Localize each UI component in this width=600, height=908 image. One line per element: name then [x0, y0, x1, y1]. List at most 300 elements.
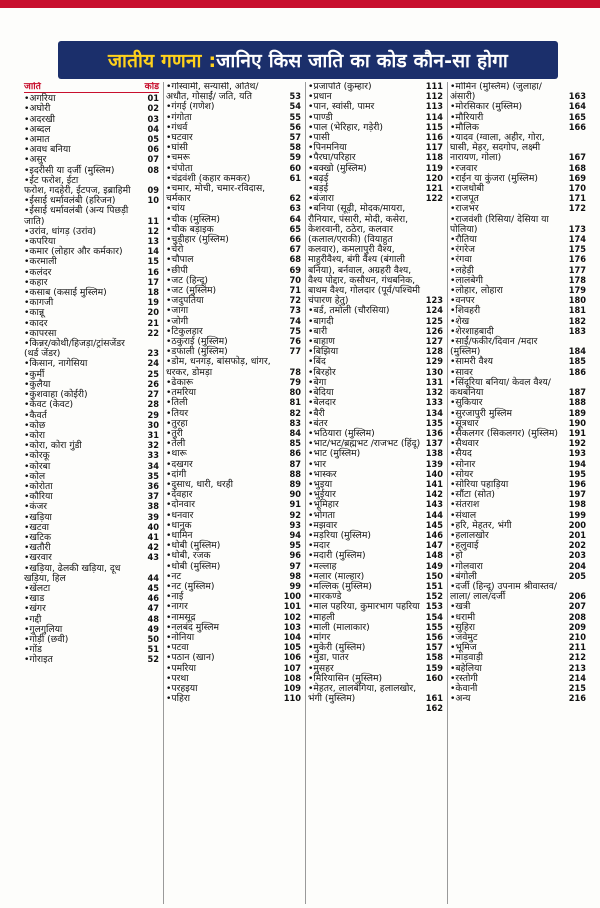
table-row [450, 694, 586, 704]
caste-name: •जट (हिन्दू) [166, 274, 208, 286]
caste-code: 139 [425, 458, 443, 470]
caste-name: •लालबेगी [450, 274, 484, 286]
caste-name: •घांसी [166, 142, 188, 154]
caste-code: 147 [425, 540, 443, 552]
caste-code: 63 [289, 203, 301, 215]
caste-name: •खटिक [24, 531, 52, 543]
caste-name: •सोयर [450, 468, 474, 480]
caste-name: •कसाब (कसाई मुस्लिम) [24, 287, 107, 299]
caste-name: •हलालखोर [450, 529, 489, 541]
caste-name: •चेरो [166, 244, 184, 256]
caste-name: •धोबी (मुस्लिम) [166, 560, 221, 572]
caste-code: 105 [283, 642, 301, 654]
caste-name: •लोहार, लोहारा [450, 285, 503, 297]
caste-code: 160 [425, 672, 443, 684]
caste-code: 14 [147, 246, 159, 258]
table-row [450, 684, 586, 694]
table-row [166, 582, 301, 592]
caste-name: •मारकण्डे [308, 591, 342, 603]
caste-code: 165 [568, 111, 586, 123]
caste-code: 71 [289, 285, 301, 297]
caste-name: •सावर [450, 366, 473, 378]
caste-name: •टिकुलहार [166, 325, 203, 337]
caste-code: 137 [425, 438, 443, 450]
caste-code: 97 [289, 560, 301, 572]
caste-name: •बैरी [308, 407, 325, 419]
caste-name: •दोनवार [166, 499, 196, 511]
caste-code: 170 [568, 183, 586, 195]
caste-code: 56 [289, 121, 301, 133]
caste-code: 26 [147, 378, 159, 390]
table-row [166, 429, 301, 439]
caste-name: •प्रजापति (कुम्हार) [308, 82, 372, 92]
caste-name: •अवध बनिया [24, 144, 71, 156]
caste-code: 60 [289, 162, 301, 174]
caste-name: •कैवर्त [24, 409, 47, 421]
caste-name: •चंपोता [166, 162, 193, 174]
caste-name: •कापरसा [24, 327, 57, 339]
caste-name: •भोगता [308, 509, 336, 521]
caste-name: •गोड़ी (छवी) [24, 633, 69, 645]
caste-name: •हलुवाई [450, 540, 479, 552]
caste-code: 162 [425, 703, 443, 715]
caste-name: •चमरू [166, 152, 190, 164]
column-header [24, 82, 159, 93]
caste-name: •मलार (माल्हार) [308, 570, 365, 582]
header-caste: जाति [24, 82, 41, 92]
caste-name: •तुरहा [166, 417, 188, 429]
caste-code: 194 [568, 458, 586, 470]
table-row [450, 500, 586, 510]
caste-code: 144 [425, 509, 443, 521]
caste-code: 207 [568, 601, 586, 613]
caste-code: 25 [147, 368, 159, 380]
caste-code: 103 [283, 621, 301, 633]
caste-code: 76 [289, 336, 301, 348]
caste-name: •राजधोबी [450, 183, 485, 195]
caste-code: 188 [568, 397, 586, 409]
table-row [166, 500, 301, 510]
caste-code: 168 [568, 162, 586, 174]
column-2 [164, 82, 306, 904]
table-row [166, 449, 301, 459]
table-row [450, 582, 586, 602]
caste-code: 99 [289, 580, 301, 592]
caste-code: 22 [147, 327, 159, 339]
caste-code: 50 [147, 633, 159, 645]
caste-name: •भठियारा (मुस्लिम) [308, 427, 375, 439]
caste-name: •भार [308, 458, 327, 470]
caste-name: •गोराइत [24, 654, 53, 666]
caste-name: •डोम, धनगड़, बांसफोड़, धांगर, धरकर, डोमड़ा [166, 356, 271, 378]
caste-code: 08 [147, 164, 159, 176]
caste-code: 35 [147, 470, 159, 482]
caste-code: 138 [425, 448, 443, 460]
caste-name: •मुकेरी (मुस्लिम) [308, 642, 366, 654]
caste-code: 100 [283, 591, 301, 603]
caste-code: 136 [425, 427, 443, 439]
caste-name: •पटवा [166, 642, 189, 654]
table-row [166, 562, 301, 572]
caste-name: •नामसूद्र [166, 611, 196, 623]
caste-code: 175 [568, 244, 586, 256]
caste-code: 163 [568, 91, 586, 103]
caste-code: 134 [425, 407, 443, 419]
caste-name: •बंजारा [308, 193, 334, 205]
caste-name: •मुंडा, पातर [308, 652, 349, 664]
caste-name: •सामरी वैश्य [450, 356, 493, 368]
table-row [308, 684, 443, 704]
caste-name: •कहार [24, 276, 48, 288]
caste-code: 125 [425, 315, 443, 327]
table-row [308, 164, 443, 174]
caste-name: •अब्दल [24, 123, 51, 135]
caste-name: •पासी [308, 132, 330, 144]
caste-name: •पान, स्वांसी, पामर [308, 101, 375, 113]
table-row [166, 357, 301, 377]
caste-name: •छीपी [166, 264, 188, 276]
caste-name: •लहेड़ी [450, 264, 474, 276]
caste-code: 106 [283, 652, 301, 664]
caste-name: •बर्ड, तमोली (चौरसिया) [308, 305, 390, 317]
caste-name: •सुहिरा [450, 621, 476, 633]
caste-code: 183 [568, 325, 586, 337]
caste-name: •खतौरी [24, 542, 51, 554]
caste-code: 45 [147, 582, 159, 594]
caste-name: •कागजी [24, 297, 54, 309]
caste-name: •बंगोली [450, 570, 477, 582]
caste-name: •चौपाल [166, 254, 194, 266]
caste-code: 161 [425, 693, 443, 705]
caste-name: •खटवा [24, 521, 50, 533]
caste-name: •गंधर्व [166, 121, 188, 133]
caste-code: 33 [147, 450, 159, 462]
caste-name: •बढ़ई [308, 172, 329, 184]
table-row [450, 541, 586, 551]
caste-name: •मल्लिक (मुस्लिम) [308, 580, 372, 592]
table-row [24, 400, 159, 410]
caste-code: 185 [568, 356, 586, 368]
caste-code: 32 [147, 440, 159, 452]
table-row [308, 704, 443, 714]
caste-code: 148 [425, 550, 443, 562]
caste-code: 80 [289, 387, 301, 399]
table-row [450, 133, 586, 164]
caste-name: •सैकलगर (सिकलगर) (मुस्लिम) [450, 427, 558, 439]
caste-code: 153 [425, 601, 443, 613]
caste-code: 06 [147, 144, 159, 156]
caste-name: •भूमिज [450, 642, 477, 654]
caste-name: •खंगर [24, 603, 46, 615]
caste-name: •परहइया [166, 682, 198, 694]
table-row [166, 398, 301, 408]
caste-name: •कुलैया [24, 378, 51, 390]
table-row [308, 449, 443, 459]
caste-name: •बेगा [308, 376, 327, 388]
caste-name: •राजपूत [450, 193, 479, 205]
caste-code: 72 [289, 295, 301, 307]
caste-code: 46 [147, 593, 159, 605]
caste-code: 157 [425, 642, 443, 654]
title-banner [58, 41, 558, 79]
caste-code: 214 [568, 672, 586, 684]
caste-name: •नलबंद मुस्लिम [166, 621, 219, 633]
caste-code: 69 [289, 264, 301, 276]
caste-code: 108 [283, 672, 301, 684]
caste-code: 142 [425, 489, 443, 501]
caste-name: •नट [166, 570, 182, 582]
caste-name: •गोलवारा [450, 560, 483, 572]
caste-code: 203 [568, 550, 586, 562]
caste-name: •कंजर [24, 501, 48, 513]
caste-code: 177 [568, 264, 586, 276]
caste-name: •माड़वाड़ी [450, 652, 483, 664]
caste-code: 82 [289, 407, 301, 419]
caste-name: •गद्दी [24, 613, 42, 625]
caste-code: 30 [147, 419, 159, 431]
caste-code: 176 [568, 254, 586, 266]
table-row [166, 82, 301, 102]
caste-code: 13 [147, 236, 159, 248]
caste-code: 28 [147, 399, 159, 411]
caste-code: 107 [283, 662, 301, 674]
caste-name: •पाण्डी [308, 111, 333, 123]
caste-name: •भाट (मुस्लिम) [308, 448, 361, 460]
caste-name: •मांगर [308, 631, 331, 643]
caste-name: •नट (मुस्लिम) [166, 580, 215, 592]
caste-code: 07 [147, 154, 159, 166]
caste-name: •खरवार [24, 552, 52, 564]
caste-name: •परथा [166, 672, 189, 684]
caste-code: 184 [568, 346, 586, 358]
caste-code: 75 [289, 325, 301, 337]
caste-code: 199 [568, 509, 586, 521]
caste-code: 202 [568, 540, 586, 552]
caste-name: •सैयद [450, 448, 472, 460]
caste-code: 38 [147, 501, 159, 513]
caste-code: 58 [289, 142, 301, 154]
caste-name: •किन्नर/कोथी/हिजड़ा/ट्रांसजेंडर (थर्ड जेंडर) [24, 338, 125, 360]
caste-code: 57 [289, 132, 301, 144]
caste-code: 167 [568, 152, 586, 164]
caste-code: 145 [425, 519, 443, 531]
caste-code: 42 [147, 542, 159, 554]
caste-name: •कान्नू [24, 307, 45, 319]
caste-name: •अमात [24, 134, 50, 146]
caste-code: 94 [289, 529, 301, 541]
caste-code: 172 [568, 203, 586, 215]
header-code: कोड [144, 82, 159, 92]
caste-code: 51 [147, 644, 159, 656]
caste-code: 171 [568, 193, 586, 205]
caste-code: 211 [568, 642, 586, 654]
caste-name: •कुर्मी [24, 368, 45, 380]
table-row [24, 502, 159, 512]
caste-name: •शेरशाहबादी [450, 325, 494, 337]
caste-name: •ईसाई धर्मावलंबी (अन्य पिछड़ी जाति) [24, 205, 129, 227]
caste-name: •सौंटा (सोत) [450, 489, 495, 501]
caste-code: 112 [425, 91, 443, 103]
caste-code: 151 [425, 580, 443, 592]
caste-code: 130 [425, 366, 443, 378]
caste-code: 166 [568, 121, 586, 133]
caste-code: 05 [147, 134, 159, 146]
caste-name: •कोछ [24, 419, 46, 431]
caste-code: 04 [147, 123, 159, 135]
caste-code: 39 [147, 511, 159, 523]
caste-code: 121 [425, 183, 443, 195]
caste-code: 44 [147, 572, 159, 584]
caste-code: 86 [289, 448, 301, 460]
caste-name: •भाट/भट/ब्रह्मभट /राजभट (हिंदू) [308, 438, 421, 450]
caste-name: •चीक बड़ाइक [166, 223, 214, 235]
caste-name: •संथाल [450, 509, 477, 521]
caste-name: •धोबी (मुस्लिम) [166, 540, 221, 552]
column-3 [306, 82, 448, 904]
caste-name: •चांय [166, 203, 185, 215]
caste-name: •बक्खो (मुस्लिम) [308, 162, 367, 174]
caste-code: 191 [568, 427, 586, 439]
caste-code: 36 [147, 480, 159, 492]
caste-code: 11 [147, 215, 159, 227]
caste-name: •खड़िया [24, 511, 52, 523]
caste-name: •अघोरी [24, 103, 51, 115]
caste-name: •भुइया [308, 478, 333, 490]
caste-code: 18 [147, 287, 159, 299]
caste-name: •बिरहोर [308, 366, 336, 378]
caste-code: 53 [289, 91, 301, 103]
caste-name: •धरामी [450, 611, 476, 623]
caste-code: 01 [147, 93, 159, 105]
caste-code: 104 [283, 631, 301, 643]
caste-code: 43 [147, 552, 159, 564]
caste-name: •पमरिया [166, 662, 196, 674]
caste-code: 131 [425, 376, 443, 388]
page [0, 8, 600, 908]
caste-code: 110 [283, 693, 301, 705]
caste-code: 77 [289, 346, 301, 358]
table-row [24, 564, 159, 584]
caste-code: 154 [425, 611, 443, 623]
table-row [450, 82, 586, 102]
caste-name: •उरांव, धांगड़ (उरांव) [24, 225, 97, 237]
table-row [308, 409, 443, 419]
caste-name: •कौरिया [24, 491, 53, 503]
caste-name: •भूमिहार [308, 499, 339, 511]
caste-code: 182 [568, 315, 586, 327]
caste-code: 164 [568, 101, 586, 113]
caste-code: 83 [289, 417, 301, 429]
caste-name: •जागा [166, 305, 189, 317]
table-row [166, 694, 301, 704]
caste-name: •रौतिया [450, 234, 477, 246]
caste-name: •ईट फरोश, ईटा [24, 174, 79, 186]
table-row [166, 235, 301, 245]
caste-name: •माहली [308, 611, 335, 623]
caste-name: •अगरिया [24, 93, 56, 105]
caste-name: •सोरिया पहाड़िया [450, 478, 509, 490]
caste-code: 27 [147, 389, 159, 401]
caste-name: •कोरबा [24, 460, 51, 472]
caste-code: 91 [289, 499, 301, 511]
caste-name: •थारू [166, 448, 187, 460]
caste-name: •खेलटा [24, 582, 51, 594]
caste-name: •कादर [24, 317, 48, 329]
caste-name: •डफाली (मुस्लिम) [166, 346, 228, 358]
caste-name: •अन्य [450, 693, 471, 705]
caste-name: •अदरखी [24, 113, 55, 125]
caste-code: 158 [425, 652, 443, 664]
caste-code: 29 [147, 409, 159, 421]
caste-name: •शेख [450, 315, 470, 327]
table-row [166, 184, 301, 204]
caste-name: •ढेकारू [166, 376, 194, 388]
table-row [450, 398, 586, 408]
caste-name: •शिवहरी [450, 305, 481, 317]
caste-code: 189 [568, 407, 586, 419]
caste-name: •जदुपतिया [166, 295, 204, 307]
caste-code: 169 [568, 172, 586, 184]
caste-name: •बेदिया [308, 387, 334, 399]
caste-name: •गोंड [24, 644, 42, 656]
caste-name: •तुरी [166, 427, 183, 439]
caste-code: 120 [425, 172, 443, 184]
table-row [450, 378, 586, 398]
caste-name: •जट (मुस्लिम) [166, 285, 217, 297]
caste-code: 02 [147, 103, 159, 115]
caste-code: 84 [289, 427, 301, 439]
caste-name: •सोनार [450, 458, 476, 470]
table-row [166, 460, 301, 470]
caste-name: •तियर [166, 407, 189, 419]
caste-name: •रंगरेज [450, 244, 475, 256]
table-row [308, 347, 443, 357]
caste-code: 124 [425, 305, 443, 317]
caste-code: 150 [425, 570, 443, 582]
column-1 [22, 82, 164, 904]
caste-name: •धानुक [166, 519, 192, 531]
caste-name: •देवहार [166, 489, 193, 501]
caste-code: 174 [568, 234, 586, 246]
caste-code: 173 [568, 223, 586, 235]
caste-name: •बंतर [308, 417, 328, 429]
caste-name: •हो [450, 550, 463, 562]
caste-code: 132 [425, 387, 443, 399]
caste-name: •मझवार [308, 519, 338, 531]
caste-code: 186 [568, 366, 586, 378]
caste-code: 79 [289, 376, 301, 388]
caste-name: •राजवंशी (रिसिया/ देसिया या पोलिया) [450, 213, 549, 235]
caste-code: 59 [289, 152, 301, 164]
caste-name: •सुकियार [450, 397, 483, 409]
caste-name: •खत्री [450, 601, 471, 613]
caste-code: 146 [425, 529, 443, 541]
caste-code: 128 [425, 346, 443, 358]
caste-name: •कोल [24, 470, 46, 482]
caste-name: •केवानी [450, 682, 478, 694]
caste-name: •दखगर [166, 458, 193, 470]
table-row [308, 398, 443, 408]
caste-code: 89 [289, 478, 301, 490]
caste-code: 12 [147, 225, 159, 237]
caste-code: 179 [568, 285, 586, 297]
caste-code: 10 [147, 195, 159, 207]
caste-code: 65 [289, 223, 301, 235]
caste-name: •घटवार [166, 132, 193, 144]
caste-code: 55 [289, 111, 301, 123]
table-row [166, 419, 301, 429]
caste-name: •पठान (खान) [166, 652, 215, 664]
